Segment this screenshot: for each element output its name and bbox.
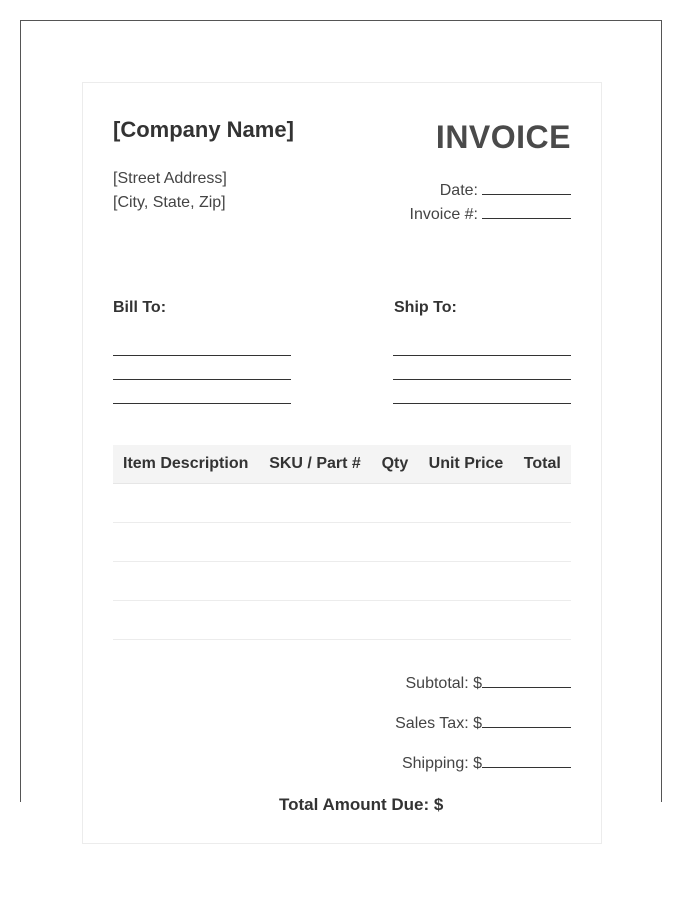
- table-row: [113, 562, 571, 601]
- bill-to-line: [113, 355, 291, 356]
- sales-tax-row: [395, 713, 571, 753]
- date-blank-line: [482, 180, 571, 195]
- invoice-title: INVOICE: [435, 119, 571, 155]
- date-row: [410, 179, 571, 203]
- subtotal-label: Subtotal: $: [405, 675, 482, 692]
- ship-to-lines: [393, 355, 571, 427]
- header-qty: Qty: [371, 445, 418, 484]
- bill-to-line: [113, 403, 291, 404]
- street-address: [Street Address]: [113, 170, 227, 187]
- table-row: [113, 523, 571, 562]
- header-total: Total: [514, 445, 571, 484]
- subtotal-row: [395, 673, 571, 713]
- total-amount-due-label: Total Amount Due: $: [279, 795, 444, 814]
- bill-to-line: [113, 379, 291, 380]
- table-row: [113, 484, 571, 523]
- ship-to-label: Ship To:: [394, 299, 457, 316]
- shipping-label: Shipping: $: [401, 755, 482, 772]
- header-sku: SKU / Part #: [259, 445, 371, 484]
- bill-to-label: Bill To:: [113, 299, 167, 316]
- city-state-zip: [City, State, Zip]: [113, 194, 226, 211]
- invoice-number-blank-line: [482, 204, 571, 219]
- ship-to-line: [393, 403, 571, 404]
- subtotal-blank-line: [482, 673, 571, 688]
- line-items-table: [113, 445, 571, 640]
- company-address: [113, 167, 227, 215]
- invoice-number-label: Invoice #:: [409, 206, 478, 223]
- shipping-blank-line: [482, 753, 571, 768]
- totals-block: [395, 673, 571, 793]
- table-header-row: [113, 445, 571, 484]
- sales-tax-blank-line: [482, 713, 571, 728]
- ship-to-line: [393, 379, 571, 380]
- shipping-row: [395, 753, 571, 793]
- invoice-meta: [410, 179, 571, 227]
- document-viewport[interactable]: [20, 20, 662, 814]
- invoice-page: [82, 82, 602, 844]
- bill-to-lines: [113, 355, 291, 427]
- header-unit-price: Unit Price: [418, 445, 513, 484]
- header-item-description: Item Description: [113, 445, 259, 484]
- sales-tax-label: Sales Tax: $: [395, 715, 482, 732]
- invoice-number-row: [410, 203, 571, 227]
- company-name: [Company Name]: [113, 117, 294, 142]
- table-row: [113, 601, 571, 640]
- ship-to-line: [393, 355, 571, 356]
- date-label: Date:: [439, 182, 478, 199]
